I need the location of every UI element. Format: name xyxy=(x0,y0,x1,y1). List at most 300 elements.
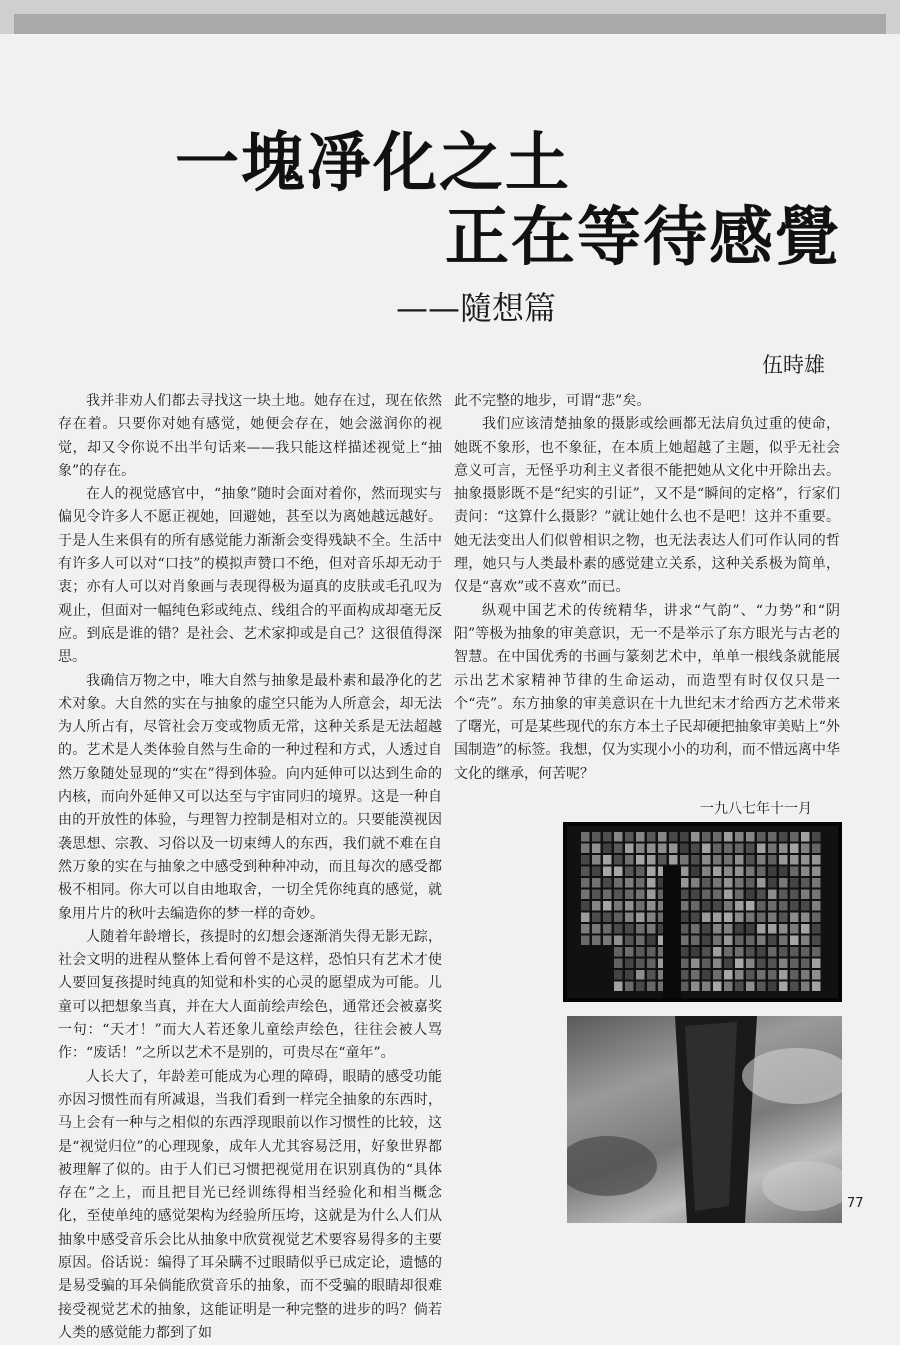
photo-tile xyxy=(724,867,733,877)
photo-tile xyxy=(801,890,810,900)
photo-tile xyxy=(647,924,656,934)
photo-tile xyxy=(801,913,810,923)
photo-tile xyxy=(713,867,722,877)
photo-tile xyxy=(779,982,788,992)
photo-tile xyxy=(603,867,612,877)
photo-tile xyxy=(680,936,689,946)
photo-tile xyxy=(801,947,810,957)
photo-tile xyxy=(812,878,821,888)
photo-tile xyxy=(735,832,744,842)
author-name: 伍時雄 xyxy=(762,353,825,377)
photo-tile xyxy=(790,844,799,854)
photo-tile xyxy=(702,947,711,957)
photo-tile xyxy=(779,855,788,865)
photo-tile xyxy=(647,936,656,946)
photo-tile xyxy=(735,901,744,911)
left-column xyxy=(58,390,442,1345)
photo-tile xyxy=(614,855,623,865)
photo-tile xyxy=(614,901,623,911)
photo-tile xyxy=(680,867,689,877)
photo-tile xyxy=(746,970,755,980)
photo-tile xyxy=(757,959,766,969)
photo-tile xyxy=(801,878,810,888)
photo-tile xyxy=(581,844,590,854)
photo-tile xyxy=(647,947,656,957)
photo-tile xyxy=(625,867,634,877)
photo-tile xyxy=(691,890,700,900)
photo-tile xyxy=(724,982,733,992)
photo-tile xyxy=(790,959,799,969)
photo-tile xyxy=(647,959,656,969)
photo-tile xyxy=(592,855,601,865)
photo-tile xyxy=(724,947,733,957)
photo-tile xyxy=(603,901,612,911)
photo-tile xyxy=(790,878,799,888)
photo-tile xyxy=(801,867,810,877)
photo-tile xyxy=(614,936,623,946)
photo-tile xyxy=(757,970,766,980)
photo-tile xyxy=(724,924,733,934)
photo-tile xyxy=(625,947,634,957)
photo-tile xyxy=(812,867,821,877)
photo-tile xyxy=(812,959,821,969)
photo-tile xyxy=(691,901,700,911)
photo-tile xyxy=(735,936,744,946)
photo-tile xyxy=(779,878,788,888)
photo-tile xyxy=(625,832,634,842)
photo-tile xyxy=(625,855,634,865)
photo-tile xyxy=(768,832,777,842)
photo-tile xyxy=(735,890,744,900)
photo-tile xyxy=(702,959,711,969)
photo-tile xyxy=(735,924,744,934)
page-number: 77 xyxy=(847,1196,864,1211)
photo-tile xyxy=(757,936,766,946)
cloud-shape xyxy=(567,1136,657,1196)
photo-tile xyxy=(581,867,590,877)
photo-tile xyxy=(691,878,700,888)
photo-tile xyxy=(592,901,601,911)
photo-tile xyxy=(713,890,722,900)
photo-tile xyxy=(768,913,777,923)
photo-tile xyxy=(746,959,755,969)
photo-tile xyxy=(702,844,711,854)
photo-tile xyxy=(691,982,700,992)
photo-tile xyxy=(614,959,623,969)
photo-tile xyxy=(636,832,645,842)
photo-grid-artwork xyxy=(567,826,838,998)
photo-tile xyxy=(779,867,788,877)
photo-tile xyxy=(592,867,601,877)
paragraph: 此不完整的地步，可谓“悲”矣。 xyxy=(454,393,651,409)
photo-tile xyxy=(724,832,733,842)
photo-tile xyxy=(592,890,601,900)
photo-tile xyxy=(581,913,590,923)
photo-tile xyxy=(614,867,623,877)
photo-tile xyxy=(647,982,656,992)
photo-tile xyxy=(636,913,645,923)
paragraph: 人随着年龄增长，孩提时的幻想会逐渐消失得无影无踪，社会文明的进程从整体上看何曾不是这样，恐怕只有艺术才使人要回复孩提时纯真的知觉和朴实的心灵的愿望成为可能。儿童可以把想象当真，并在大人面前绘声绘色，通常还会被嘉奖一句：“天才！”而大人若还象儿童绘声绘色，往往会被人骂作：“废话！”之所以艺术不是别的，可贵尽在“童年”。 xyxy=(58,928,442,1062)
photo-tile xyxy=(647,832,656,842)
photo-tile xyxy=(724,901,733,911)
photo-tile xyxy=(702,867,711,877)
photo-tile xyxy=(812,832,821,842)
photo-tile xyxy=(735,844,744,854)
subtitle: ——隨想篇 xyxy=(396,289,557,327)
photo-tile xyxy=(724,844,733,854)
photo-tile xyxy=(790,947,799,957)
photo-tile xyxy=(691,913,700,923)
cloud-shape xyxy=(762,1161,842,1211)
photo-tile xyxy=(735,855,744,865)
photo-tile xyxy=(691,947,700,957)
paragraph: 我们应该清楚抽象的摄影或绘画都无法肩负过重的使命，她既不象形，也不象征，在本质上她超越了主题，似乎无社会意义可言，无怪乎功利主义者很不能把她从文化中开除出去。抽象摄影既不是“纪实的引证”，又不是“瞬间的定格”，行家们责问：“这算什么摄影？”就让她什么也不是吧！这并不重要。她无法变出人们似曾相识之物，也无法表达人们可作认同的哲理，她只与人类最朴素的感觉建立关系，这种关系极为简单，仅是“喜欢”或不喜欢”而已。 xyxy=(454,416,840,596)
photo-tile xyxy=(768,970,777,980)
photo-tile xyxy=(647,878,656,888)
photo-tile xyxy=(724,936,733,946)
photo-tile xyxy=(636,936,645,946)
photo-tile xyxy=(702,901,711,911)
abstract-photo-sky xyxy=(567,1016,842,1223)
paragraph: 纵观中国艺术的传统精华，讲求“气韵”、“力势”和“阴阳”等极为抽象的审美意识，无一不是举示了东方眼光与古老的智慧。在中国优秀的书画与篆刻艺术中，单单一根线条就能展示出艺术家精神节律的生命运动，而造型有时仅仅只是一个“壳”。东方抽象的审美意识在十九世纪末才给西方艺术带来了曙光，可是某些现代的东方本土子民却硬把抽象审美贴上“外国制造”的标签。我想，仅为实现小小的功利，而不惜远离中华文化的继承，何苦呢？ xyxy=(454,602,840,782)
photo-tile xyxy=(812,855,821,865)
photo-tile xyxy=(702,982,711,992)
photo-tile xyxy=(790,867,799,877)
photo-tile xyxy=(801,832,810,842)
photo-tile xyxy=(757,867,766,877)
photo-tile xyxy=(768,982,777,992)
photo-tile xyxy=(790,936,799,946)
photo-tile xyxy=(724,913,733,923)
photo-tile xyxy=(691,855,700,865)
photo-tile xyxy=(636,878,645,888)
photo-tile xyxy=(713,947,722,957)
photo-tile xyxy=(702,878,711,888)
title-line-2: 正在等待感覺 xyxy=(445,201,841,275)
photo-tile xyxy=(746,832,755,842)
photo-tile xyxy=(779,959,788,969)
photo-tile xyxy=(779,970,788,980)
photo-tile xyxy=(757,901,766,911)
photo-tile xyxy=(713,970,722,980)
photo-tile xyxy=(768,878,777,888)
photo-tile xyxy=(801,959,810,969)
photo-tile xyxy=(724,959,733,969)
photo-tile xyxy=(724,878,733,888)
photo-tile xyxy=(691,936,700,946)
photo-tile xyxy=(790,970,799,980)
photo-tile xyxy=(801,982,810,992)
photo-tile xyxy=(746,878,755,888)
photo-tile xyxy=(812,970,821,980)
photo-tile xyxy=(790,890,799,900)
photo-tile xyxy=(592,832,601,842)
photo-tile xyxy=(614,832,623,842)
photo-tile xyxy=(669,832,678,842)
photo-tile xyxy=(790,913,799,923)
photo-tile xyxy=(713,913,722,923)
photo-tile xyxy=(592,936,601,946)
photo-tile xyxy=(779,936,788,946)
photo-tile xyxy=(680,970,689,980)
photo-tile xyxy=(812,913,821,923)
photo-tile xyxy=(735,867,744,877)
photo-tile xyxy=(735,959,744,969)
photo-tile xyxy=(636,982,645,992)
photo-tile xyxy=(735,947,744,957)
photo-tile xyxy=(614,924,623,934)
photo-tile xyxy=(702,855,711,865)
photo-tile xyxy=(680,890,689,900)
photo-tile xyxy=(603,855,612,865)
photo-tile xyxy=(746,982,755,992)
photo-tile xyxy=(801,901,810,911)
article-date: 一九八七年十一月 xyxy=(700,801,812,818)
photo-tile xyxy=(625,959,634,969)
photo-tile xyxy=(702,890,711,900)
photo-tile xyxy=(647,913,656,923)
photo-tile xyxy=(691,832,700,842)
photo-tile xyxy=(614,970,623,980)
paragraph: 我并非劝人们都去寻找这一块土地。她存在过，现在依然存在着。只要你对她有感觉，她便会存在，她会滋润你的视觉，却又令你说不出半句话来——我只能这样描述视觉上“抽象”的存在。 xyxy=(58,393,442,479)
photo-tile xyxy=(790,982,799,992)
photo-tile xyxy=(691,924,700,934)
photo-tile xyxy=(581,855,590,865)
photo-tile xyxy=(757,982,766,992)
photo-tile xyxy=(647,844,656,854)
photo-tile xyxy=(603,878,612,888)
photo-tile xyxy=(680,855,689,865)
photo-tile xyxy=(779,844,788,854)
photo-tile xyxy=(768,936,777,946)
photo-tile xyxy=(757,855,766,865)
photo-tile xyxy=(658,832,667,842)
photo-tile xyxy=(680,913,689,923)
photo-tile xyxy=(779,890,788,900)
photo-tile xyxy=(757,913,766,923)
photo-tile xyxy=(757,924,766,934)
photo-tile xyxy=(735,913,744,923)
photo-tile xyxy=(625,913,634,923)
photo-tile xyxy=(636,867,645,877)
photo-tile xyxy=(812,947,821,957)
photo-tile xyxy=(713,844,722,854)
photo-tile xyxy=(746,855,755,865)
photo-tile xyxy=(658,855,667,865)
photo-tile xyxy=(625,924,634,934)
photo-tile xyxy=(603,890,612,900)
photo-tile xyxy=(636,924,645,934)
photo-tile xyxy=(581,924,590,934)
photo-tile xyxy=(625,878,634,888)
paragraph: 人长大了，年龄差可能成为心理的障碍，眼睛的感受功能亦因习惯性而有所减退，当我们看到一样完全抽象的东西时，马上会有一种与之相似的东西浮现眼前以作习惯性的比较，这是“视觉归位”的心理现象，成年人尤其容易泛用，好象世界都被理解了似的。由于人们已习惯把视觉用在识别真伪的“具体存在”之上，而且把目光已经训练得相当经验化和相当概念化，至使单纯的感觉架构为经验所压垮，这就是为什么人们从抽象中感受音乐会比从抽象中欣赏视觉艺术要容易得多的主要原因。俗话说：编得了耳朵瞒不过眼睛似乎已成定论，遗憾的是易受骗的耳朵倘能欣赏音乐的抽象，而不受骗的眼睛却很难接受视觉艺术的抽象，这能证明是一种完整的进步的吗？倘若人类的感觉能力都到了如 xyxy=(58,1068,442,1341)
title-line-1: 一塊凈化之土 xyxy=(175,127,571,201)
photo-tile xyxy=(625,890,634,900)
photo-tile xyxy=(603,832,612,842)
photo-tile xyxy=(724,855,733,865)
photo-tile xyxy=(647,970,656,980)
photo-tile xyxy=(592,913,601,923)
photo-tile xyxy=(636,970,645,980)
cloud-shape xyxy=(742,1048,842,1104)
photo-tile xyxy=(746,901,755,911)
photo-tile xyxy=(768,924,777,934)
photo-tile xyxy=(636,844,645,854)
photo-tile xyxy=(625,970,634,980)
photo-tile xyxy=(724,890,733,900)
photo-tile xyxy=(581,936,590,946)
photo-tile xyxy=(680,844,689,854)
photo-tile xyxy=(768,855,777,865)
photo-sky-artwork xyxy=(567,1016,842,1223)
photo-tile xyxy=(702,970,711,980)
photo-dark-gap xyxy=(663,866,681,998)
photo-tile xyxy=(691,844,700,854)
photo-tile xyxy=(636,901,645,911)
photo-tile xyxy=(801,924,810,934)
abstract-photo-grid xyxy=(563,822,842,1002)
right-column xyxy=(454,390,840,821)
photo-tile xyxy=(647,855,656,865)
photo-tile xyxy=(768,901,777,911)
photo-tile xyxy=(768,867,777,877)
photo-tile xyxy=(669,844,678,854)
photo-tile xyxy=(779,913,788,923)
paragraph: 在人的视觉感官中，“抽象”随时会面对着你，然而现实与偏见令许多人不愿正视她，回避她，甚至以为离她越远越好。于是人生来俱有的所有感觉能力渐渐会变得残缺不全。生活中有许多人可以对“口技”的模拟声赞口不绝，但对音乐却无动于衷；亦有人可以对肖象画与表现得极为逼真的皮肤或毛孔叹为观止，但面对一幅纯色彩或纯点、线组合的平面构成却毫无反应。到底是谁的错？是社会、艺术家抑或是自己？这很值得深思。 xyxy=(58,486,442,666)
photo-tile xyxy=(691,867,700,877)
photo-tile xyxy=(713,924,722,934)
top-band-inner xyxy=(14,14,886,34)
photo-tile xyxy=(790,901,799,911)
photo-tile xyxy=(746,913,755,923)
photo-tile xyxy=(691,970,700,980)
photo-tile xyxy=(636,947,645,957)
photo-tile xyxy=(614,844,623,854)
photo-tile xyxy=(801,855,810,865)
photo-tile xyxy=(614,913,623,923)
photo-tile xyxy=(746,867,755,877)
photo-tile xyxy=(779,832,788,842)
photo-tile xyxy=(647,901,656,911)
photo-tile xyxy=(647,890,656,900)
photo-tile xyxy=(702,924,711,934)
photo-tile xyxy=(647,867,656,877)
photo-tile xyxy=(625,844,634,854)
photo-tile xyxy=(691,959,700,969)
photo-tile xyxy=(636,890,645,900)
photo-tile xyxy=(625,901,634,911)
photo-tile xyxy=(779,901,788,911)
photo-tile xyxy=(724,970,733,980)
photo-tile xyxy=(614,890,623,900)
photo-tile xyxy=(801,936,810,946)
photo-tile xyxy=(603,924,612,934)
photo-tile xyxy=(581,890,590,900)
photo-tile xyxy=(757,890,766,900)
photo-tile xyxy=(790,855,799,865)
top-band xyxy=(0,0,900,34)
photo-tile xyxy=(625,936,634,946)
photo-tile xyxy=(713,878,722,888)
photo-tile xyxy=(812,890,821,900)
photo-tile xyxy=(680,959,689,969)
photo-tile xyxy=(812,936,821,946)
photo-tile xyxy=(614,947,623,957)
photo-tile xyxy=(680,924,689,934)
photo-tile xyxy=(713,982,722,992)
photo-tile xyxy=(713,936,722,946)
photo-tile xyxy=(812,982,821,992)
photo-tile xyxy=(735,970,744,980)
photo-tile xyxy=(603,913,612,923)
photo-tile xyxy=(581,878,590,888)
photo-tile xyxy=(680,982,689,992)
photo-tile xyxy=(757,832,766,842)
photo-tile xyxy=(746,890,755,900)
photo-tile xyxy=(779,947,788,957)
photo-tile xyxy=(680,947,689,957)
photo-tile xyxy=(702,913,711,923)
photo-tile xyxy=(735,982,744,992)
photo-tile xyxy=(713,901,722,911)
photo-tile xyxy=(768,959,777,969)
photo-tile xyxy=(636,855,645,865)
photo-tile xyxy=(746,936,755,946)
photo-tile xyxy=(603,844,612,854)
photo-tile xyxy=(779,924,788,934)
photo-tile xyxy=(757,878,766,888)
photo-tile xyxy=(592,924,601,934)
photo-tile xyxy=(669,855,678,865)
photo-tile xyxy=(812,844,821,854)
photo-tile xyxy=(581,901,590,911)
photo-tile xyxy=(713,959,722,969)
photo-tile xyxy=(746,947,755,957)
photo-tile xyxy=(790,924,799,934)
photo-tile xyxy=(746,844,755,854)
photo-tile xyxy=(680,832,689,842)
photo-tile xyxy=(625,982,634,992)
photo-tile xyxy=(757,844,766,854)
photo-tile xyxy=(702,936,711,946)
photo-tile xyxy=(713,832,722,842)
photo-tile xyxy=(614,878,623,888)
photo-tile xyxy=(812,901,821,911)
photo-tile xyxy=(801,970,810,980)
photo-tile xyxy=(581,832,590,842)
photo-tile xyxy=(735,878,744,888)
photo-tile xyxy=(757,947,766,957)
photo-tile xyxy=(680,878,689,888)
photo-tile xyxy=(702,832,711,842)
photo-tile xyxy=(680,901,689,911)
photo-tile xyxy=(768,890,777,900)
photo-tile xyxy=(768,844,777,854)
photo-tile xyxy=(614,982,623,992)
photo-tile xyxy=(636,959,645,969)
photo-tile xyxy=(768,947,777,957)
photo-tile xyxy=(790,832,799,842)
photo-tile xyxy=(713,855,722,865)
photo-tile xyxy=(746,924,755,934)
photo-tile xyxy=(658,844,667,854)
photo-tile xyxy=(812,924,821,934)
photo-tile xyxy=(801,844,810,854)
photo-tile xyxy=(603,936,612,946)
photo-tile xyxy=(592,844,601,854)
paragraph: 我确信万物之中，唯大自然与抽象是最朴素和最净化的艺术对象。大自然的实在与抽象的虚空只能为人所意会，却无法为人所占有，尽管社会万变或物质无常，这种关系是无法超越的。艺术是人类体验自然与生命的一种过程和方式，人透过自然万象随处显现的“实在”得到体验。向内延伸可以达到生命的内核，而向外延伸又可以达至与宇宙同归的境界。这是一种自由的开放性的体验，与理智力控制是相对立的。只要能漠视因袭思想、宗教、习俗以及一切束缚人的东西，我们就不难在自然万象的实在与抽象之中感受到种种冲动，而且每次的感受都极不相同。你大可以自由地取舍，一切全凭你纯真的感觉，就象用片片的秋叶去编造你的梦一样的奇妙。 xyxy=(58,672,442,922)
photo-tile xyxy=(592,878,601,888)
